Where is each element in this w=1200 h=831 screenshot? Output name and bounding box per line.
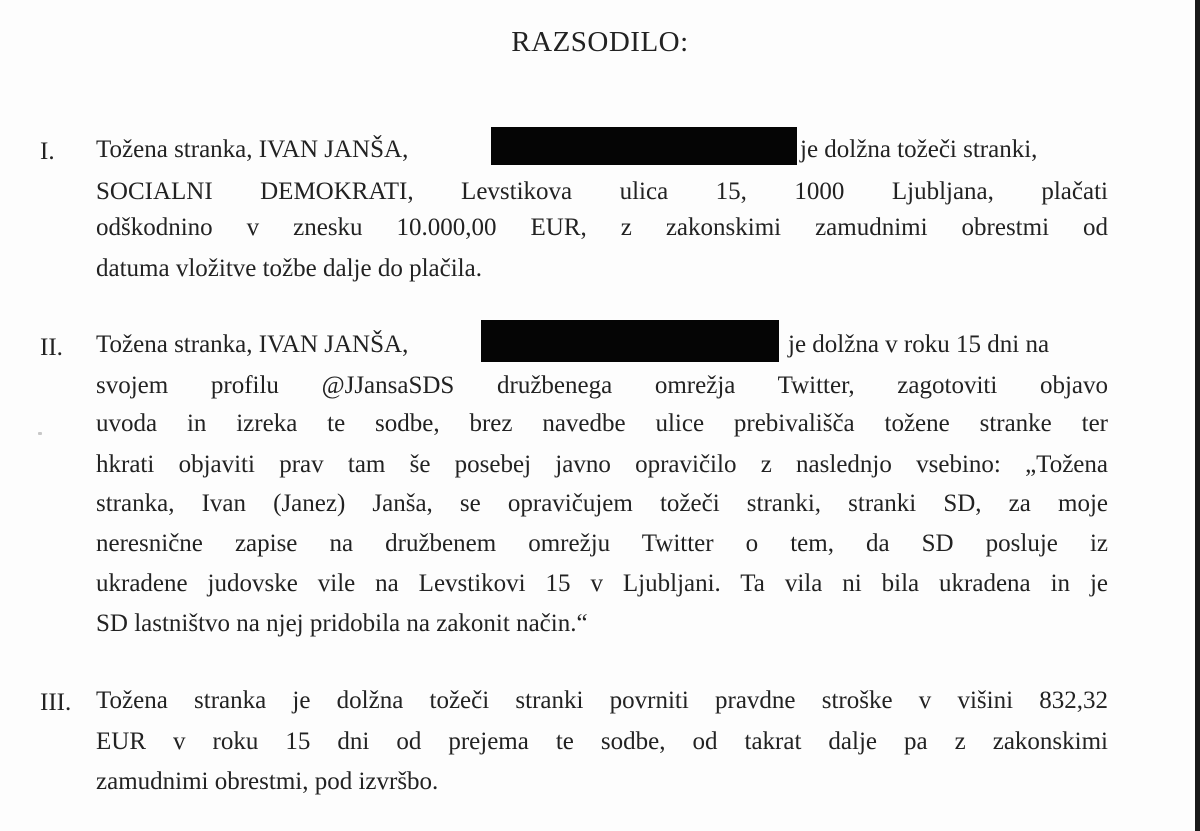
- item-2-line-4: hkrati objaviti prav tam še posebej javno opravičilo z naslednjo vsebino: „Tožena: [96, 451, 1108, 478]
- redaction-box-2: [481, 320, 779, 362]
- scan-edge: [1195, 0, 1200, 831]
- redaction-box-1: [491, 127, 797, 165]
- item-3-line-1: Tožena stranka je dolžna tožeči stranki povrniti pravdne stroške v višini 832,32: [96, 687, 1108, 714]
- scan-speck: [38, 432, 42, 435]
- item-2-line-6: neresnične zapise na družbenem omrežju Twitter o tem, da SD posluje iz: [96, 530, 1108, 557]
- item-1-line1-before: Tožena stranka, IVAN JANŠA,: [96, 136, 409, 163]
- item-3-number: III.: [40, 689, 72, 716]
- item-3-line-3: zamudnimi obrestmi, pod izvršbo.: [96, 768, 439, 795]
- item-2-line-2: svojem profilu @JJansaSDS družbenega omrežja Twitter, zagotoviti objavo: [96, 372, 1108, 399]
- item-2-line1-before: Tožena stranka, IVAN JANŠA,: [96, 331, 409, 358]
- item-1-line-4: datuma vložitve tožbe dalje do plačila.: [96, 255, 482, 282]
- item-2-line-5: stranka, Ivan (Janez) Janša, se opravičujem tožeči stranki, stranki SD, za moje: [96, 490, 1108, 517]
- item-1-line-3: odškodnino v znesku 10.000,00 EUR, z zakonskimi zamudnimi obrestmi od: [96, 214, 1108, 241]
- heading: RAZSODILO:: [511, 26, 689, 58]
- item-1-line-2: SOCIALNI DEMOKRATI, Levstikova ulica 15, 1000 Ljubljana, plačati: [96, 178, 1108, 205]
- item-1-line1-after: je dolžna tožeči stranki,: [800, 136, 1038, 163]
- item-2-line-8: SD lastništvo na njej pridobila na zakonit način.“: [96, 610, 588, 637]
- item-2-line1-after: je dolžna v roku 15 dni na: [788, 331, 1050, 358]
- item-2-number: II.: [40, 334, 63, 361]
- item-2-line-7: ukradene judovske vile na Levstikovi 15 v Ljubljani. Ta vila ni bila ukradena in je: [96, 570, 1108, 597]
- item-3-line-2: EUR v roku 15 dni od prejema te sodbe, od takrat dalje pa z zakonskimi: [96, 728, 1108, 755]
- item-1-number: I.: [40, 138, 55, 165]
- item-2-line-3: uvoda in izreka te sodbe, brez navedbe ulice prebivališča tožene stranke ter: [96, 410, 1108, 437]
